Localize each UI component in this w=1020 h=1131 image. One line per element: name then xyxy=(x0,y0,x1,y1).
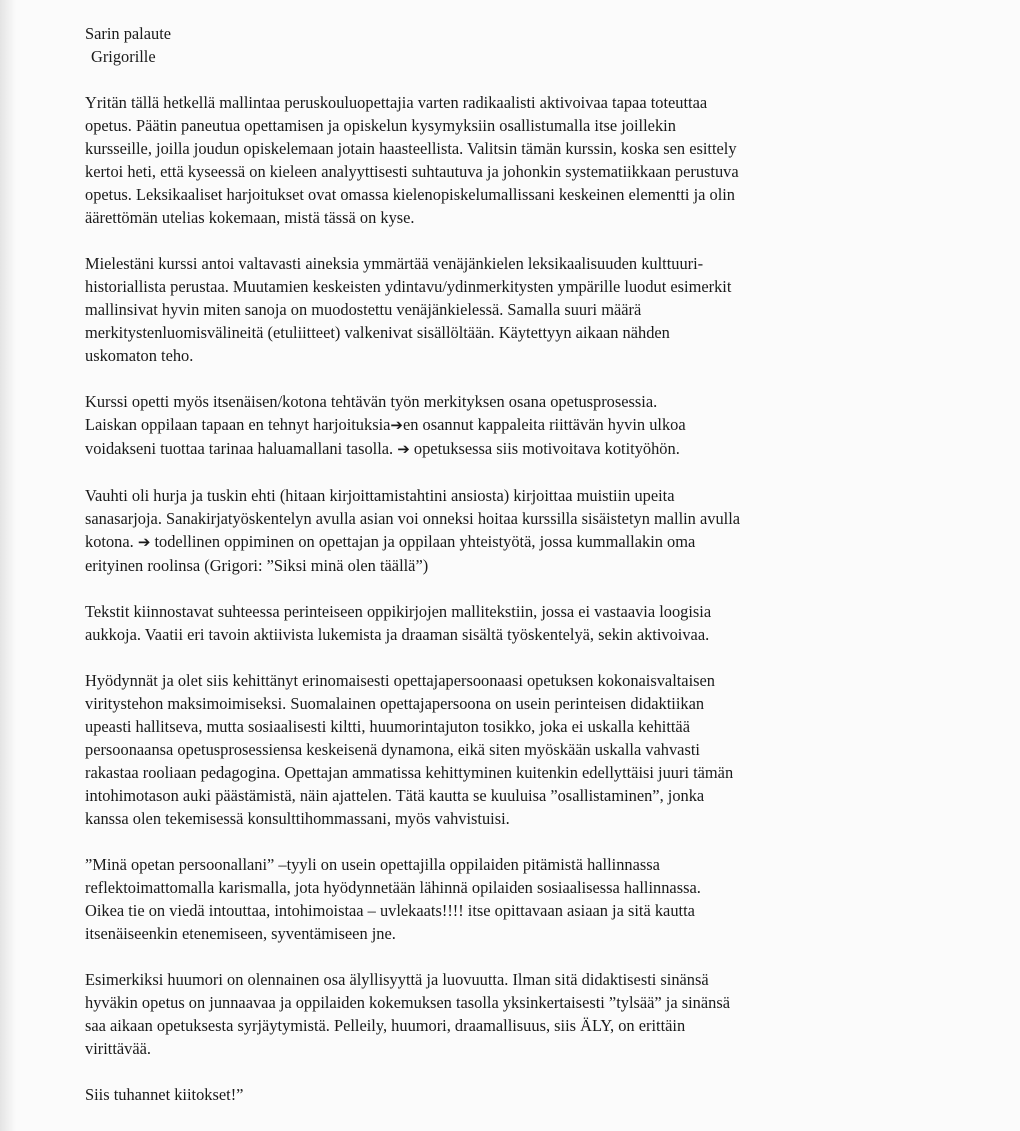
right-arrow-icon: ➔ xyxy=(397,440,410,458)
text-line xyxy=(85,437,915,461)
text-line: persoonaansa opetusprosessiensa keskeisenä dynamona, eikä siten myöskään uskalla vahvasti xyxy=(85,740,700,759)
text-line: Mielestäni kurssi antoi valtavasti aineksia ymmärtää venäjänkielen leksikaalisuuden kulttuuri- xyxy=(85,254,704,273)
text-line: historiallista perustaa. Muutamien keskeisten ydintavu/ydinmerkitysten ympärille luodut esimerkit xyxy=(85,277,732,296)
text-line: reflektoimattomalla karismalla, jota hyödynnetään lähinnä opilaiden sosiaalisessa hallinnassa. xyxy=(85,878,701,897)
text-line: mallinsivat hyvin miten sanoja on muodostettu venäjänkielessä. Samalla suuri määrä xyxy=(85,300,642,319)
paragraph-9 xyxy=(85,1083,915,1106)
text-line: opetus. Päätin paneutua opettamisen ja opiskelun kysymyksiin osallistumalla itse joillekin xyxy=(85,116,676,135)
text-line xyxy=(85,413,915,437)
paragraph-6 xyxy=(85,669,915,830)
right-arrow-icon: ➔ xyxy=(137,533,151,551)
header-title: Sarin palaute xyxy=(85,24,172,43)
letter-header xyxy=(85,22,915,68)
scan-shadow-edge xyxy=(0,0,16,1131)
header-recipient: Grigorille xyxy=(91,47,156,66)
text-line: kursseille, joilla joudun opiskelemaan jotain haasteellista. Valitsin tämän kurssin, koska sen esittely xyxy=(85,139,737,158)
text-line: opetus. Leksikaaliset harjoitukset ovat omassa kielenopiskelumallissani keskeinen elementti ja olin xyxy=(85,185,736,204)
paragraph-5 xyxy=(85,600,915,646)
text-line: saa aikaan opetuksesta syrjäytymistä. Pelleily, huumori, draamallisuus, siis ÄLY, on erittäin xyxy=(85,1016,686,1035)
text-line: intohimotason auki päästämistä, näin ajattelen. Tätä kautta se kuuluisa ”osallistaminen”, jonka xyxy=(85,786,705,805)
text-line: erityinen roolinsa (Grigori: ”Siksi minä olen täällä”) xyxy=(85,556,429,575)
closing-line: Siis tuhannet kiitokset!” xyxy=(85,1085,244,1104)
text-segment: kotona. xyxy=(85,532,138,551)
text-line: Esimerkiksi huumori on olennainen osa älyllisyyttä ja luovuutta. Ilman sitä didaktisesti sinänsä xyxy=(85,970,709,989)
text-line: rakastaa rooliaan pedagogina. Opettajan ammatissa kehittyminen kuitenkin edellyttäisi juuri tämän xyxy=(85,763,734,782)
text-line: sanasarjoja. Sanakirjatyöskentelyn avulla asian voi onneksi hoitaa kurssilla sisäistetyn mallin avulla xyxy=(85,509,741,528)
text-segment: opetuksessa siis motivoitava kotityöhön. xyxy=(409,439,680,458)
text-line: Oikea tie on viedä intouttaa, intohimoistaa – uvlekaats!!!! itse opittavaan asiaan ja sitä kautta xyxy=(85,901,695,920)
text-line: aukkoja. Vaatii eri tavoin aktiivista lukemista ja draaman sisältä työskentelyä, sekin aktivoivaa. xyxy=(85,625,710,644)
text-segment: en osannut kappaleita riittävän hyvin ulkoa xyxy=(402,415,686,434)
paragraph-3 xyxy=(85,390,915,461)
text-line: merkitystenluomisvälineitä (etuliitteet) valkenivat sisällöltään. Käytettyyn aikaan nähden xyxy=(85,323,670,342)
text-line: hyväkin opetus on junnaavaa ja oppilaiden kokemuksen tasolla yksinkertaisesti ”tylsää” ja sinänsä xyxy=(85,993,730,1012)
paragraph-1 xyxy=(85,91,915,229)
text-line: ”Minä opetan persoonallani” –tyyli on usein opettajilla oppilaiden pitämistä hallinnassa xyxy=(85,855,660,874)
text-line: virittävää. xyxy=(85,1039,151,1058)
text-line: itsenäiseenkin etenemiseen, syventämiseen jne. xyxy=(85,924,396,943)
text-line: upeasti hallitseva, mutta sosiaalisesti kiltti, huumorintajuton tosikko, joka ei uskalla kehittää xyxy=(85,717,690,736)
text-line: Hyödynnät ja olet siis kehittänyt erinomaisesti opettajapersoonaasi opetuksen kokonaisvaltaisen xyxy=(85,671,715,690)
text-line: Vauhti oli hurja ja tuskin ehti (hitaan kirjoittamistahtini ansiosta) kirjoittaa muistiin upeita xyxy=(85,486,675,505)
right-arrow-icon: ➔ xyxy=(390,416,403,434)
text-line: Kurssi opetti myös itsenäisen/kotona tehtävän työn merkityksen osana opetusprosessia. xyxy=(85,392,658,411)
letter-body xyxy=(85,22,915,1129)
text-line: viritystehon maksimoimiseksi. Suomalainen opettajapersoona on usein perinteisen didaktiikan xyxy=(85,694,705,713)
text-line: Yritän tällä hetkellä mallintaa peruskouluopettajia varten radikaalisti aktivoivaa tapaa toteuttaa xyxy=(85,93,708,112)
text-line: Tekstit kiinnostavat suhteessa perinteiseen oppikirjojen mallitekstiin, jossa ei vastaavia loogisia xyxy=(85,602,712,621)
text-line: kertoi heti, että kyseessä on kieleen analyyttisesti suhtautuva ja johonkin systematiikkaan perustuva xyxy=(85,162,739,181)
paragraph-8 xyxy=(85,968,915,1060)
paragraph-4 xyxy=(85,484,915,577)
paragraph-7 xyxy=(85,853,915,945)
text-segment: Laiskan oppilaan tapaan en tehnyt harjoituksia xyxy=(85,415,391,434)
text-segment: voidakseni tuottaa tarinaa haluamallani tasolla. xyxy=(85,439,398,458)
text-line: kanssa olen tekemisessä konsulttihommassani, myös vahvistuisi. xyxy=(85,809,510,828)
text-line: uskomaton teho. xyxy=(85,346,194,365)
text-line: äärettömän utelias kokemaan, mistä tässä on kyse. xyxy=(85,208,415,227)
text-line xyxy=(85,530,915,554)
paragraph-2 xyxy=(85,252,915,367)
text-segment: todellinen oppiminen on opettajan ja oppilaan yhteistyötä, jossa kummallakin oma xyxy=(150,532,696,551)
